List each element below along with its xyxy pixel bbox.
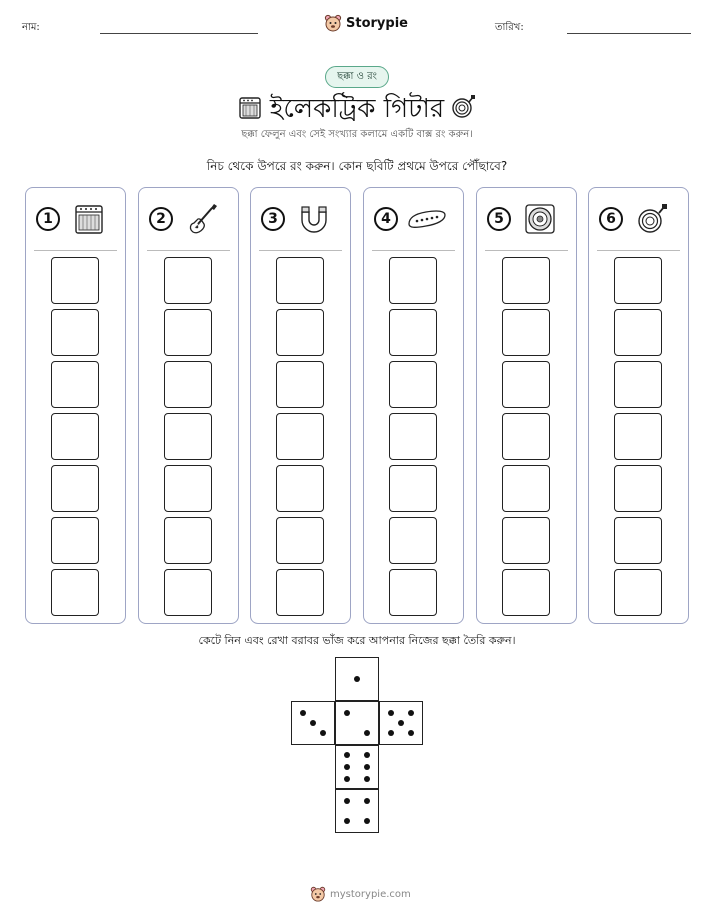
die-pip bbox=[344, 818, 350, 824]
die-pip bbox=[364, 818, 370, 824]
color-box[interactable] bbox=[164, 465, 212, 512]
guitar-pickup-icon bbox=[406, 202, 448, 236]
color-box[interactable] bbox=[502, 309, 550, 356]
die-pip bbox=[344, 798, 350, 804]
instruction: নিচ থেকে উপরে রং করুন। কোন ছবিটি প্রথমে উপরে পৌঁছাবে? bbox=[206, 159, 508, 173]
color-box[interactable] bbox=[276, 569, 324, 616]
cable-icon bbox=[449, 93, 477, 121]
column-number: 6 bbox=[599, 207, 623, 231]
bear-mascot-icon bbox=[324, 14, 342, 32]
color-box[interactable] bbox=[614, 465, 662, 512]
color-box[interactable] bbox=[51, 361, 99, 408]
color-box[interactable] bbox=[502, 569, 550, 616]
color-box[interactable] bbox=[51, 413, 99, 460]
die-face-bottom bbox=[335, 789, 379, 833]
die-pip bbox=[364, 776, 370, 782]
column-1 bbox=[25, 187, 126, 624]
die-pip bbox=[364, 752, 370, 758]
color-box[interactable] bbox=[614, 361, 662, 408]
cable-icon bbox=[635, 202, 669, 236]
color-box[interactable] bbox=[276, 413, 324, 460]
column-divider bbox=[372, 250, 455, 251]
color-box[interactable] bbox=[502, 517, 550, 564]
die-pip bbox=[344, 752, 350, 758]
die-face-top bbox=[335, 657, 379, 701]
bear-mascot-icon bbox=[310, 886, 326, 902]
column-number: 2 bbox=[149, 207, 173, 231]
color-box[interactable] bbox=[276, 309, 324, 356]
column-2 bbox=[138, 187, 239, 624]
color-box[interactable] bbox=[502, 257, 550, 304]
color-box[interactable] bbox=[164, 413, 212, 460]
die-pip bbox=[388, 730, 394, 736]
column-header bbox=[251, 188, 350, 250]
color-box[interactable] bbox=[614, 569, 662, 616]
column-header bbox=[477, 188, 576, 250]
color-box[interactable] bbox=[389, 569, 437, 616]
color-box[interactable] bbox=[502, 361, 550, 408]
amplifier-icon bbox=[72, 202, 106, 236]
color-box[interactable] bbox=[389, 413, 437, 460]
footer-url: mystorypie.com bbox=[330, 888, 411, 900]
die-pip bbox=[320, 730, 326, 736]
die-pip bbox=[300, 710, 306, 716]
die-pip bbox=[364, 730, 370, 736]
die-pip bbox=[408, 710, 414, 716]
die-pip bbox=[344, 710, 350, 716]
column-number: 5 bbox=[487, 207, 511, 231]
color-box[interactable] bbox=[614, 257, 662, 304]
column-divider bbox=[597, 250, 680, 251]
color-box[interactable] bbox=[614, 413, 662, 460]
color-box[interactable] bbox=[614, 309, 662, 356]
color-box[interactable] bbox=[51, 569, 99, 616]
column-divider bbox=[147, 250, 230, 251]
die-pip bbox=[364, 764, 370, 770]
column-divider bbox=[259, 250, 342, 251]
color-box[interactable] bbox=[164, 257, 212, 304]
die-face-right bbox=[379, 701, 423, 745]
column-header bbox=[139, 188, 238, 250]
electric-guitar-icon bbox=[185, 202, 219, 236]
brand-name: Storypie bbox=[346, 15, 408, 31]
column-header bbox=[364, 188, 463, 250]
color-box[interactable] bbox=[164, 569, 212, 616]
column-header bbox=[26, 188, 125, 250]
die-face-lower bbox=[335, 745, 379, 789]
speaker-icon bbox=[523, 202, 557, 236]
color-box[interactable] bbox=[389, 517, 437, 564]
die-pip bbox=[388, 710, 394, 716]
column-5 bbox=[476, 187, 577, 624]
column-3 bbox=[250, 187, 351, 624]
color-box[interactable] bbox=[276, 257, 324, 304]
die-pip bbox=[398, 720, 404, 726]
color-box[interactable] bbox=[51, 465, 99, 512]
die-pip bbox=[354, 676, 360, 682]
color-box[interactable] bbox=[276, 517, 324, 564]
color-box[interactable] bbox=[51, 309, 99, 356]
die-pip bbox=[364, 798, 370, 804]
die-pip bbox=[344, 764, 350, 770]
color-box[interactable] bbox=[502, 465, 550, 512]
color-box[interactable] bbox=[502, 413, 550, 460]
color-box[interactable] bbox=[614, 517, 662, 564]
name-line[interactable] bbox=[100, 33, 258, 34]
date-label: তারিখ: bbox=[495, 22, 524, 33]
column-number: 3 bbox=[261, 207, 285, 231]
color-box[interactable] bbox=[276, 361, 324, 408]
color-box[interactable] bbox=[276, 465, 324, 512]
column-header bbox=[589, 188, 688, 250]
cut-instruction: কেটে নিন এবং রেখা বরাবর ভাঁজ করে আপনার নিজের ছক্কা তৈরি করুন। bbox=[198, 634, 516, 647]
color-box[interactable] bbox=[51, 257, 99, 304]
die-face-center bbox=[335, 701, 379, 745]
date-line[interactable] bbox=[567, 33, 691, 34]
column-6 bbox=[588, 187, 689, 624]
color-box[interactable] bbox=[164, 309, 212, 356]
die-face-left bbox=[291, 701, 335, 745]
subtitle: ছক্কা ফেলুন এবং সেই সংখ্যার কলামে একটি বাক্স রং করুন। bbox=[241, 129, 473, 140]
color-box[interactable] bbox=[164, 361, 212, 408]
color-box[interactable] bbox=[164, 517, 212, 564]
color-box[interactable] bbox=[389, 309, 437, 356]
brand-logo bbox=[324, 12, 408, 34]
die-pip bbox=[408, 730, 414, 736]
color-box[interactable] bbox=[389, 361, 437, 408]
column-4 bbox=[363, 187, 464, 624]
page-title: ইলেকট্রিক গিটার bbox=[269, 94, 445, 124]
column-divider bbox=[34, 250, 117, 251]
color-box[interactable] bbox=[389, 465, 437, 512]
column-number: 4 bbox=[374, 207, 398, 231]
footer bbox=[310, 884, 411, 904]
die-pip bbox=[344, 776, 350, 782]
column-number: 1 bbox=[36, 207, 60, 231]
color-box[interactable] bbox=[389, 257, 437, 304]
magnet-icon bbox=[297, 202, 331, 236]
activity-badge: ছক্কা ও রং bbox=[325, 66, 389, 88]
name-label: নাম: bbox=[22, 22, 40, 33]
die-pip bbox=[310, 720, 316, 726]
column-divider bbox=[485, 250, 568, 251]
color-box[interactable] bbox=[51, 517, 99, 564]
